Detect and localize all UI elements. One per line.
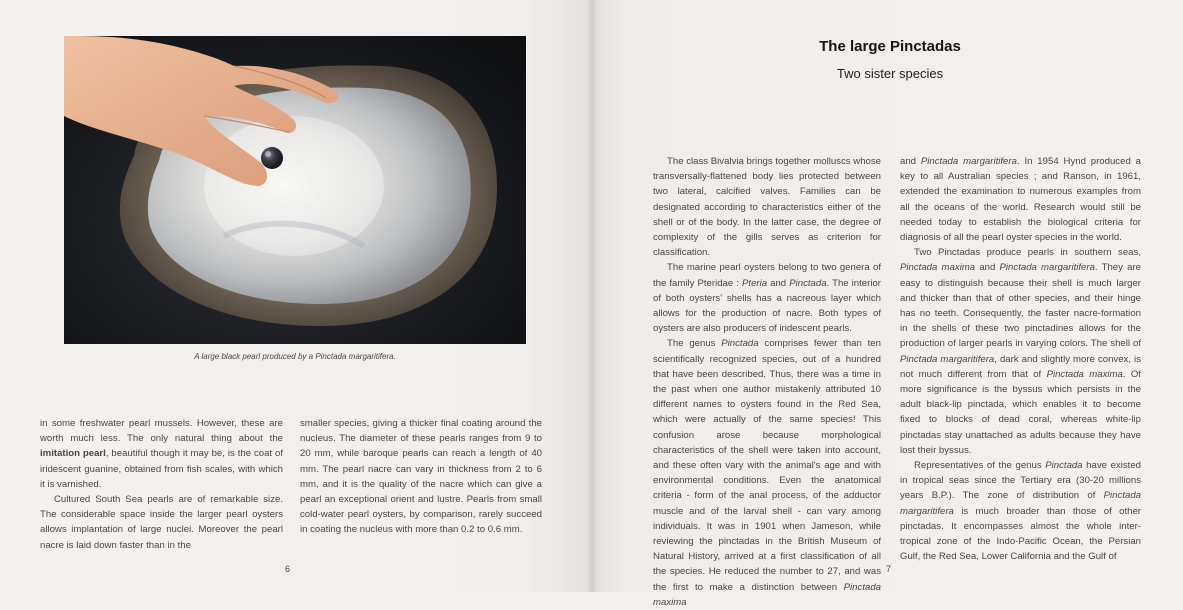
left-page: [0, 0, 592, 592]
left-text-column-2: [300, 416, 542, 538]
right-text-column-2: [900, 154, 1141, 564]
paragraph: The class Bivalvia brings together molluscs whose transversally-flattened body lies protected between two lateral, calcified valves. Families can be designated according to characteristics either of the shell or of the body. In the latter case, the degree of complexity of the gills serves as criterion for classification.: [653, 156, 881, 259]
paragraph: and Pinctada margaritifera. In 1954 Hynd produced a key to all Australian species ; and Ranson, in 1961, extended the examination to numerous examples from all the oceans of the world. Research would still be needed today to establish the biological criteria for diagnosis of all the pearl oyster species in the world.: [900, 156, 1141, 244]
page-number: 6: [285, 564, 291, 574]
photo-caption: A large black pearl produced by a Pinctada margaritifera.: [194, 352, 396, 361]
paragraph: in some freshwater pearl mussels. However, these are worth much less. The only natural thing about the imitation pearl, beautiful though it may be, is the coat of iridescent guanine, obtained from fish scales, with which it is varnished.: [40, 418, 283, 490]
page-number: 7: [886, 564, 892, 574]
left-text-column-1: [40, 416, 283, 553]
paragraph: The marine pearl oysters belong to two genera of the family Pteridae : Pteria and Pinctada. The interior of both oysters' shells has a nacreous layer which allows for the production of nacre. Both types of oysters are also producers of iridescent pearls.: [653, 262, 882, 335]
paragraph: The genus Pinctada comprises fewer than ten scientifically recognized species, out of a hundred that have been described. Thus, there was a time in the past when one author mistakenly attributed 10 different names to oysters found in the Red Sea, which were actually of the same species! This confusion arose because morphological characteristics of the shell were taken into account, and these often vary with the animal's age and with environmental conditions. Even the anatomical criteria - form of the anal process, of the adductor muscle and of the larval shell - can vary among individuals. It was in 1901 when Jameson, while reviewing the pinctadas in the British Museum of Natural History, arrived at a first classification of all the species. He reduced the number to 27, and was the first to make a distinction between Pinctada maxima: [653, 338, 881, 608]
paragraph: Cultured South Sea pearls are of remarkable size. The considerable space inside the larger pearl oysters allows implantation of large nuclei. Moreover the pearl nacre is laid down faster than in the: [40, 494, 283, 551]
book-gutter: [586, 0, 598, 592]
paragraph: smaller species, giving a thicker final coating around the nucleus. The diameter of these pearls ranges from 9 to 20 mm, while baroque pearls can reach a length of 40 mm. The pearl nacre can vary in thickness from 2 to 6 mm, and it is the quality of the nacre which can give a pearl an exceptional orient and lustre. Pearls from small cold-water pearl oysters, by comparison, rarely succeed in coating the nucleus with more than 0.2 to 0.6 mm.: [300, 418, 542, 536]
page-subtitle: Two sister species: [836, 66, 944, 81]
black-pearl: [261, 147, 283, 169]
pearl-oyster-illustration: [64, 36, 526, 344]
paragraph: Representatives of the genus Pinctada have existed in tropical seas since the Tertiary era (30-20 millions years B.P.). The zone of distribution of Pinctada margaritifera is much broader than those of other pinctadas. It encompasses almost the whole inter-tropical zone of the Indo-Pacific Ocean, the Persian Gulf, the Red Sea, Lower California and the Gulf of: [900, 460, 1141, 563]
paragraph: Two Pinctadas produce pearls in southern seas, Pinctada maxima and Pinctada margaritifera. They are easy to distinguish because their shell is much larger and thicker than that of other species, and their hinge has no teeth. Consequently, the faster nacre-formation in the shells of these two pinctadines allows for the production of larger pearls in varying colors. The shell of Pinctada margaritifera, dark and slightly more convex, is not much different from that of Pinctada maxima. Of more significance is the byssus which persists in the adult black-lip pinctada, which enables it to become fixed to blocks of dead coral, whereas white-lip pinctadas stay unattached as adults because they have lost their byssus.: [900, 247, 1141, 456]
pearl-oyster-photo: [64, 36, 526, 344]
page-title: The large Pinctadas: [819, 38, 961, 55]
right-text-column-1: [653, 154, 881, 610]
